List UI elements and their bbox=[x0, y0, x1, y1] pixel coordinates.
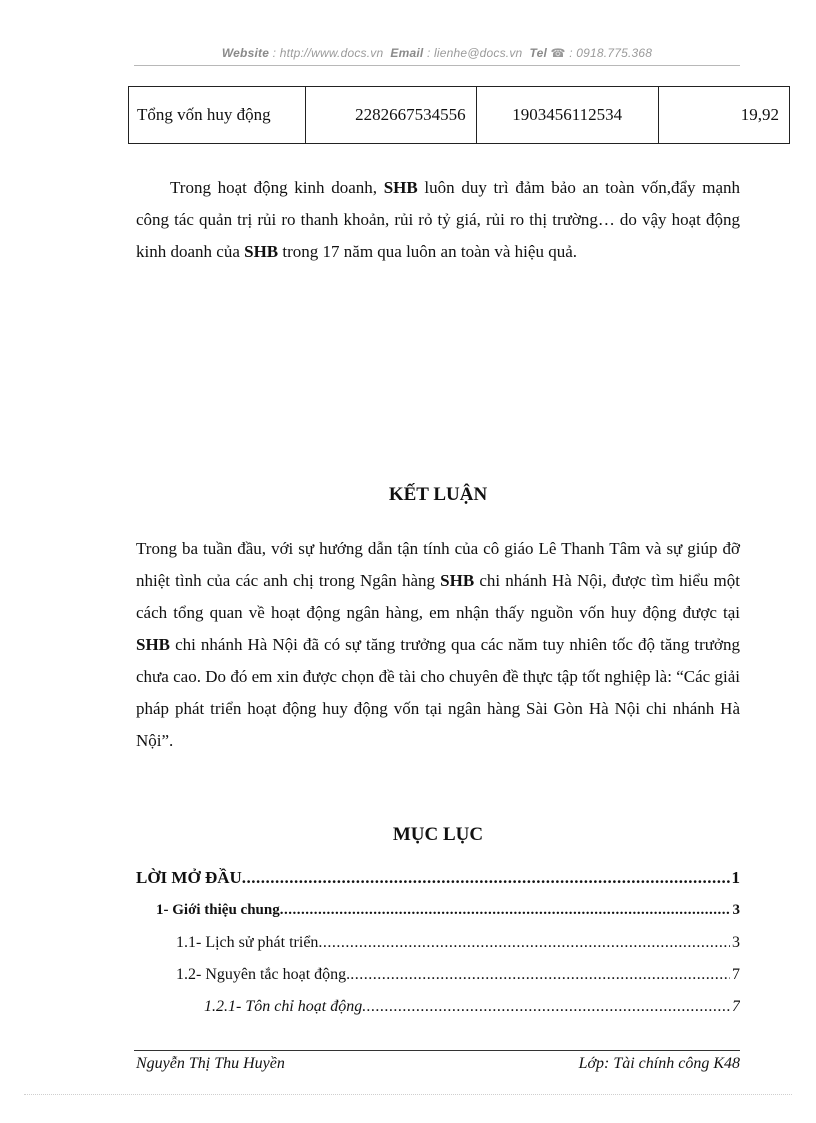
toc-leader-dots bbox=[350, 966, 730, 984]
conclusion-heading: KẾT LUẬN bbox=[388, 484, 488, 505]
text-run: Trong hoạt động kinh doanh, bbox=[170, 178, 384, 197]
header-divider bbox=[134, 65, 740, 66]
text-run: luôn duy trì đảm bảo an toàn vốn,đẩy mạnh công tác quản trị rủi ro thanh khoản, rủi rỏ tỷ giá, rủi ro thị trường… do vậy hoạt động kinh doanh của bbox=[136, 178, 740, 261]
toc-entry-page: 7 bbox=[732, 998, 740, 1015]
toc-entry[interactable] bbox=[136, 868, 740, 888]
footer-divider bbox=[134, 1050, 740, 1051]
toc-entry-title: 1.2.1- Tôn chỉ hoạt động bbox=[204, 998, 363, 1015]
table-cell-value: 1903456112534 bbox=[476, 87, 658, 144]
toc-leader-dots bbox=[242, 868, 730, 888]
email-label: Email bbox=[390, 46, 424, 60]
toc-entry-page: 3 bbox=[732, 902, 740, 918]
footer-class: Lớp: Tài chính công K48 bbox=[578, 1055, 740, 1072]
toc-entry[interactable] bbox=[176, 966, 740, 984]
page-edge bbox=[24, 1094, 792, 1095]
table-cell-label: Tổng vốn huy động bbox=[129, 87, 306, 144]
toc-leader-dots bbox=[362, 998, 730, 1016]
toc-entry-page: 7 bbox=[732, 966, 740, 983]
toc-entry-title: LỜI MỞ ĐẦU bbox=[136, 868, 242, 887]
footer-author: Nguyễn Thị Thu Huyền bbox=[136, 1055, 285, 1072]
capital-table bbox=[128, 86, 790, 144]
email-value: : lienhe@docs.vn bbox=[426, 46, 523, 60]
text-run: chi nhánh Hà Nội, được tìm hiểu một cách tổng quan về hoạt động ngân hàng, em nhận thấy nguồn vốn huy động được tại bbox=[136, 571, 740, 622]
website-value: : http://www.docs.vn bbox=[272, 46, 384, 60]
table-cell-percent: 19,92 bbox=[658, 87, 789, 144]
toc-entry-title: 1- Giới thiệu chung bbox=[156, 902, 280, 918]
table-row bbox=[129, 87, 790, 144]
toc-entry-page: 3 bbox=[732, 934, 740, 951]
toc-entry[interactable] bbox=[176, 934, 740, 952]
toc-leader-dots bbox=[318, 934, 730, 952]
text-run: chi nhánh Hà Nội đã có sự tăng trưởng qua các năm tuy nhiên tốc độ tăng trưởng chưa cao. Do đó em xin được chọn đề tài cho chuyên đề thực tập tốt nghiệp là: “Các giải pháp phát triển hoạt động huy động vốn tại ngân hàng Sài Gòn Hà Nội chi nhánh Hà Nội”. bbox=[136, 635, 740, 750]
text-run: trong 17 năm qua luôn an toàn và hiệu quả. bbox=[278, 242, 577, 261]
tel-value: ☎ : 0918.775.368 bbox=[550, 46, 653, 60]
bold-run: SHB bbox=[136, 635, 171, 654]
page-header bbox=[134, 46, 740, 60]
toc-entry[interactable] bbox=[156, 902, 740, 919]
toc-entry[interactable] bbox=[204, 998, 740, 1016]
toc-heading: MỤC LỤC bbox=[392, 824, 484, 845]
bold-run: SHB bbox=[244, 242, 279, 261]
body-paragraph bbox=[136, 172, 740, 268]
toc-entry-title: 1.1- Lịch sử phát triển bbox=[176, 934, 319, 951]
conclusion-paragraph bbox=[136, 533, 740, 757]
toc-leader-dots bbox=[280, 902, 731, 919]
tel-label: Tel bbox=[529, 46, 547, 60]
website-label: Website bbox=[221, 46, 270, 60]
toc-entry-page: 1 bbox=[731, 868, 740, 887]
toc-entry-title: 1.2- Nguyên tắc hoạt động. bbox=[176, 966, 351, 983]
table-cell-value: 2282667534556 bbox=[305, 87, 476, 144]
bold-run: SHB bbox=[383, 178, 418, 197]
text-run: Trong ba tuần đầu, với sự hướng dẫn tận tính của cô giáo Lê Thanh Tâm và sự giúp đỡ nhiệt tình của các anh chị trong Ngân hàng bbox=[136, 539, 740, 590]
bold-run: SHB bbox=[440, 571, 475, 590]
